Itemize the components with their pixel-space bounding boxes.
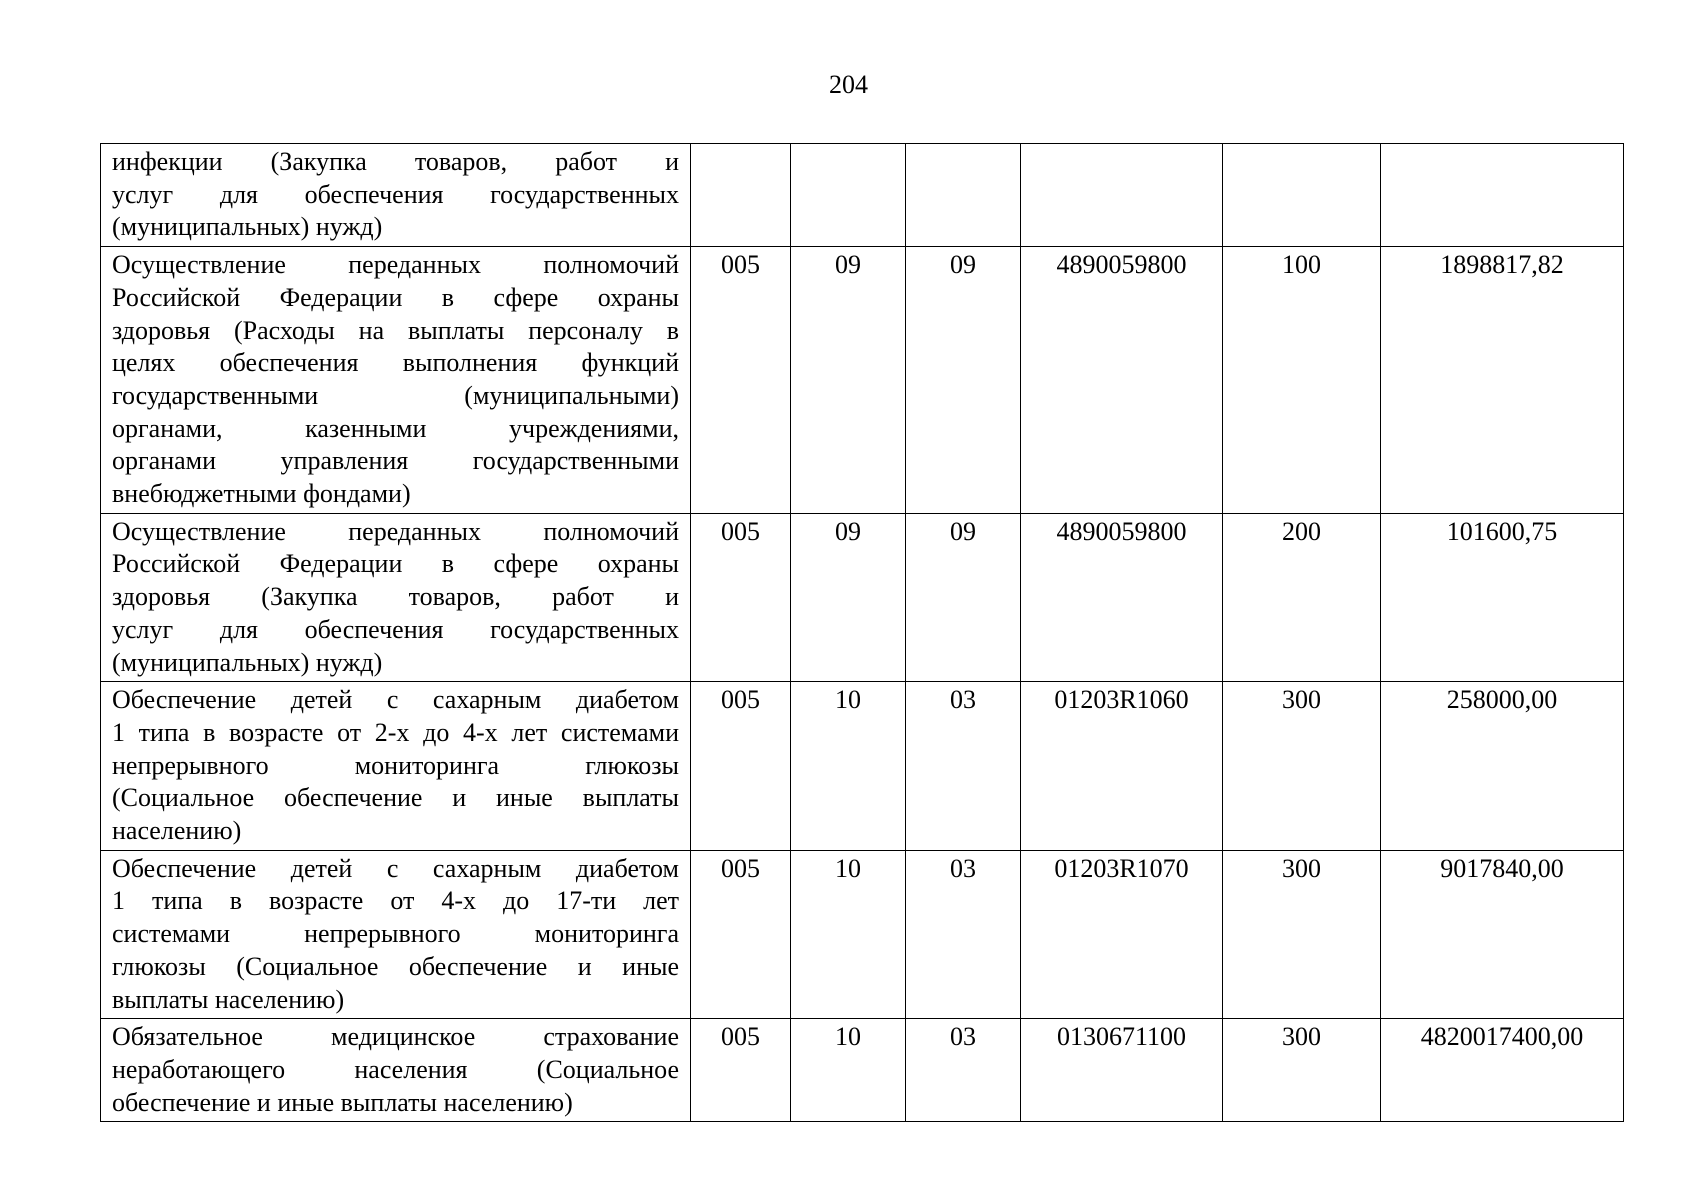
table-row	[101, 247, 1624, 514]
description-line: внебюджетными фондами)	[112, 479, 411, 509]
expense-description	[101, 513, 691, 682]
expense-type-code: 300	[1223, 1019, 1381, 1122]
grbs-code	[691, 144, 791, 247]
description-line: здоровья (Расходы на выплаты персоналу в	[112, 315, 679, 345]
description-line: 1 типа в возрасте от 2-х до 4-х лет системами	[112, 717, 679, 747]
description-line: глюкозы (Социальное обеспечение и иные	[112, 951, 679, 981]
target-article-code: 4890059800	[1021, 247, 1223, 514]
amount: 258000,00	[1381, 682, 1624, 851]
table-row	[101, 1019, 1624, 1122]
subsection-code: 03	[906, 1019, 1021, 1122]
section-code: 09	[791, 247, 906, 514]
description-line: 1 типа в возрасте от 4-х до 17-ти лет	[112, 886, 679, 916]
section-code: 10	[791, 1019, 906, 1122]
description-line: Российской Федерации в сфере охраны	[112, 282, 679, 312]
description-line: системами непрерывного мониторинга	[112, 919, 679, 949]
grbs-code: 005	[691, 850, 791, 1019]
expense-description	[101, 144, 691, 247]
table-body	[101, 144, 1624, 1122]
expense-description	[101, 850, 691, 1019]
table-row	[101, 850, 1624, 1019]
grbs-code: 005	[691, 1019, 791, 1122]
amount	[1381, 144, 1624, 247]
description-line: государственными (муниципальными)	[112, 380, 679, 410]
table-row	[101, 513, 1624, 682]
description-line: инфекции (Закупка товаров, работ и	[112, 147, 679, 176]
description-line: Российской Федерации в сфере охраны	[112, 549, 679, 579]
description-line: (Социальное обеспечение и иные выплаты	[112, 783, 679, 813]
grbs-code: 005	[691, 682, 791, 851]
description-line: (муниципальных) нужд)	[112, 212, 383, 242]
subsection-code: 03	[906, 682, 1021, 851]
subsection-code: 03	[906, 850, 1021, 1019]
expense-type-code: 100	[1223, 247, 1381, 514]
amount: 4820017400,00	[1381, 1019, 1624, 1122]
table-row	[101, 144, 1624, 247]
section-code: 09	[791, 513, 906, 682]
description-line: Обеспечение детей с сахарным диабетом	[112, 685, 679, 715]
description-line: здоровья (Закупка товаров, работ и	[112, 582, 679, 612]
amount: 101600,75	[1381, 513, 1624, 682]
section-code: 10	[791, 682, 906, 851]
amount: 9017840,00	[1381, 850, 1624, 1019]
expense-description	[101, 1019, 691, 1122]
description-line: услуг для обеспечения государственных	[112, 179, 679, 209]
subsection-code: 09	[906, 247, 1021, 514]
section-code	[791, 144, 906, 247]
expense-description	[101, 247, 691, 514]
expense-type-code: 300	[1223, 682, 1381, 851]
description-line: неработающего населения (Социальное	[112, 1054, 679, 1084]
subsection-code	[906, 144, 1021, 247]
description-line: непрерывного мониторинга глюкозы	[112, 750, 679, 780]
description-line: населению)	[112, 816, 242, 846]
budget-table	[100, 143, 1624, 1122]
section-code: 10	[791, 850, 906, 1019]
target-article-code: 4890059800	[1021, 513, 1223, 682]
subsection-code: 09	[906, 513, 1021, 682]
description-line: органами управления государственными	[112, 446, 679, 476]
description-line: выплаты населению)	[112, 984, 345, 1014]
grbs-code: 005	[691, 513, 791, 682]
grbs-code: 005	[691, 247, 791, 514]
target-article-code: 01203R1060	[1021, 682, 1223, 851]
amount: 1898817,82	[1381, 247, 1624, 514]
description-line: Осуществление переданных полномочий	[112, 516, 679, 546]
description-line: Осуществление переданных полномочий	[112, 250, 679, 280]
target-article-code: 0130671100	[1021, 1019, 1223, 1122]
description-line: обеспечение и иные выплаты населению)	[112, 1087, 573, 1117]
page-number: 204	[829, 70, 868, 99]
description-line: (муниципальных) нужд)	[112, 647, 383, 677]
target-article-code	[1021, 144, 1223, 247]
description-line: услуг для обеспечения государственных	[112, 614, 679, 644]
expense-type-code: 200	[1223, 513, 1381, 682]
description-line: органами, казенными учреждениями,	[112, 413, 679, 443]
description-line: Обеспечение детей с сахарным диабетом	[112, 853, 679, 883]
expense-description	[101, 682, 691, 851]
table-row	[101, 682, 1624, 851]
target-article-code: 01203R1070	[1021, 850, 1223, 1019]
expense-type-code: 300	[1223, 850, 1381, 1019]
description-line: Обязательное медицинское страхование	[112, 1022, 679, 1052]
description-line: целях обеспечения выполнения функций	[112, 348, 679, 378]
expense-type-code	[1223, 144, 1381, 247]
